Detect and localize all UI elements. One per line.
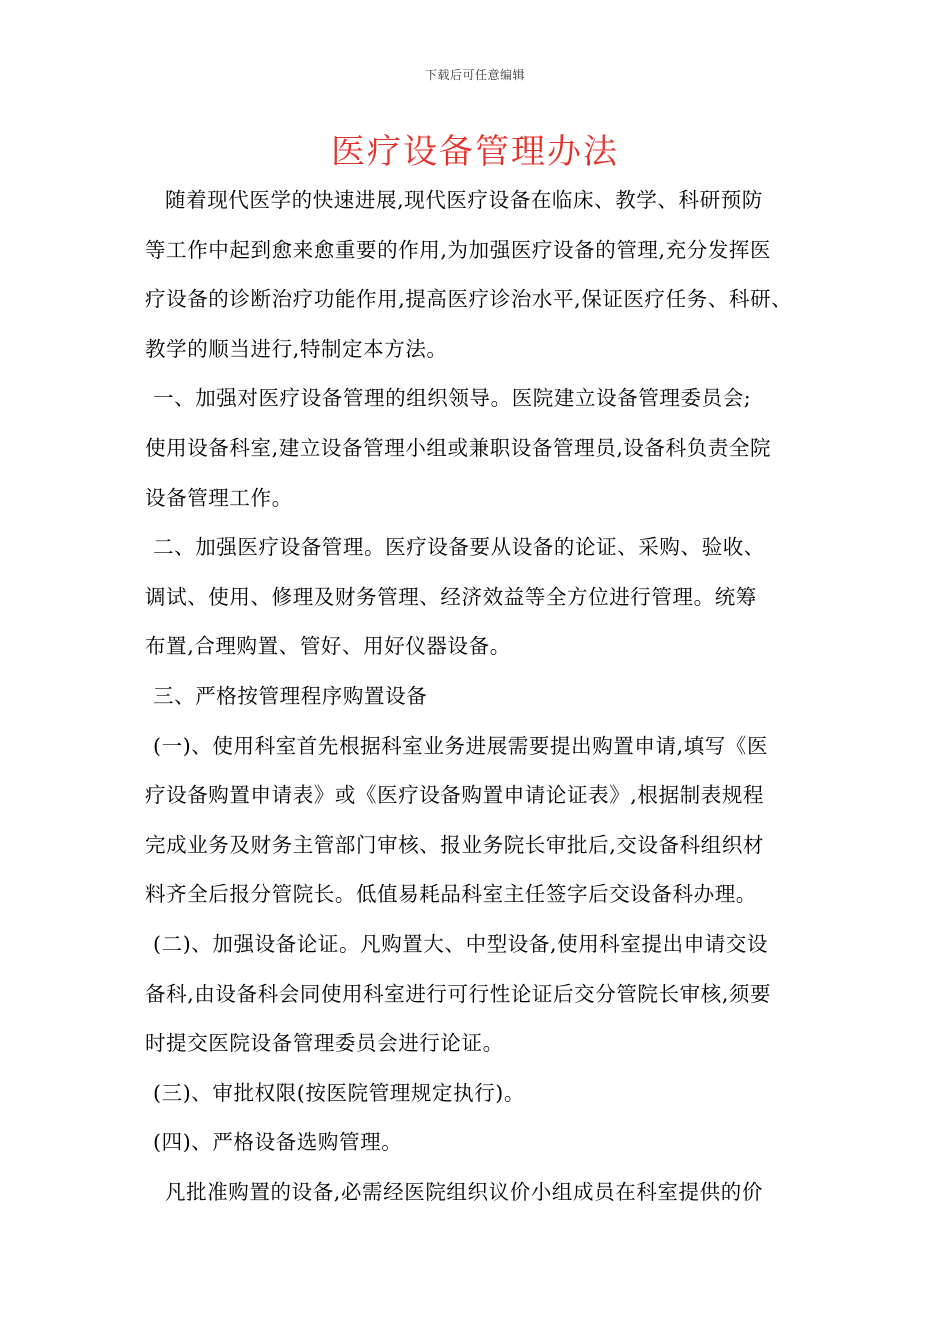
text-line: 等工作中起到愈来愈重要的作用,为加强医疗设备的管理,充分发挥医 [145, 237, 772, 262]
text-line: 三、严格按管理程序购置设备 [153, 683, 428, 708]
text-line: 设备管理工作。 [145, 485, 293, 510]
text-line: 布置,合理购置、管好、用好仪器设备。 [145, 634, 511, 659]
text-line: (三)、审批权限(按医院管理规定执行)。 [153, 1080, 525, 1105]
text-line: (二)、加强设备论证。凡购置大、中型设备,使用科室提出申请交设 [153, 931, 769, 956]
text-line: (四)、严格设备选购管理。 [153, 1130, 403, 1155]
text-line: 料齐全后报分管院长。低值易耗品科室主任签字后交设备科办理。 [145, 882, 757, 907]
document-body [145, 176, 835, 1217]
header-note: 下载后可任意编辑 [424, 68, 525, 82]
text-line: 时提交医院设备管理委员会进行论证。 [145, 1031, 504, 1056]
text-line: 备科,由设备科会同使用科室进行可行性论证后交分管院长审核,须要 [145, 981, 772, 1006]
text-line: 调试、使用、修理及财务管理、经济效益等全方位进行管理。统筹 [145, 584, 757, 609]
text-line: 教学的顺当进行,特制定本方法。 [145, 336, 448, 361]
text-line: 疗设备购置申请表》或《医疗设备购置申请论证表》,根据制表规程 [145, 783, 765, 808]
text-line: 使用设备科室,建立设备管理小组或兼职设备管理员,设备科负责全院 [145, 435, 772, 460]
text-line: 随着现代医学的快速进展,现代医疗设备在临床、教学、科研预防 [165, 188, 763, 212]
text-line: 完成业务及财务主管部门审核、报业务院长审批后,交设备科组织材 [145, 832, 765, 857]
text-line: 二、加强医疗设备管理。医疗设备要从设备的论证、采购、验收、 [153, 535, 765, 560]
document-title: 医疗设备管理办法 [331, 132, 619, 172]
text-line: 凡批准购置的设备,必需经医院组织议价小组成员在科室提供的价 [165, 1179, 763, 1204]
text-line: (一)、使用科室首先根据科室业务进展需要提出购置申请,填写《医 [153, 733, 769, 758]
text-line: 疗设备的诊断治疗功能作用,提高医疗诊治水平,保证医疗任务、科研、 [145, 287, 793, 312]
text-line: 一、加强对医疗设备管理的组织领导。医院建立设备管理委员会; [153, 386, 752, 411]
